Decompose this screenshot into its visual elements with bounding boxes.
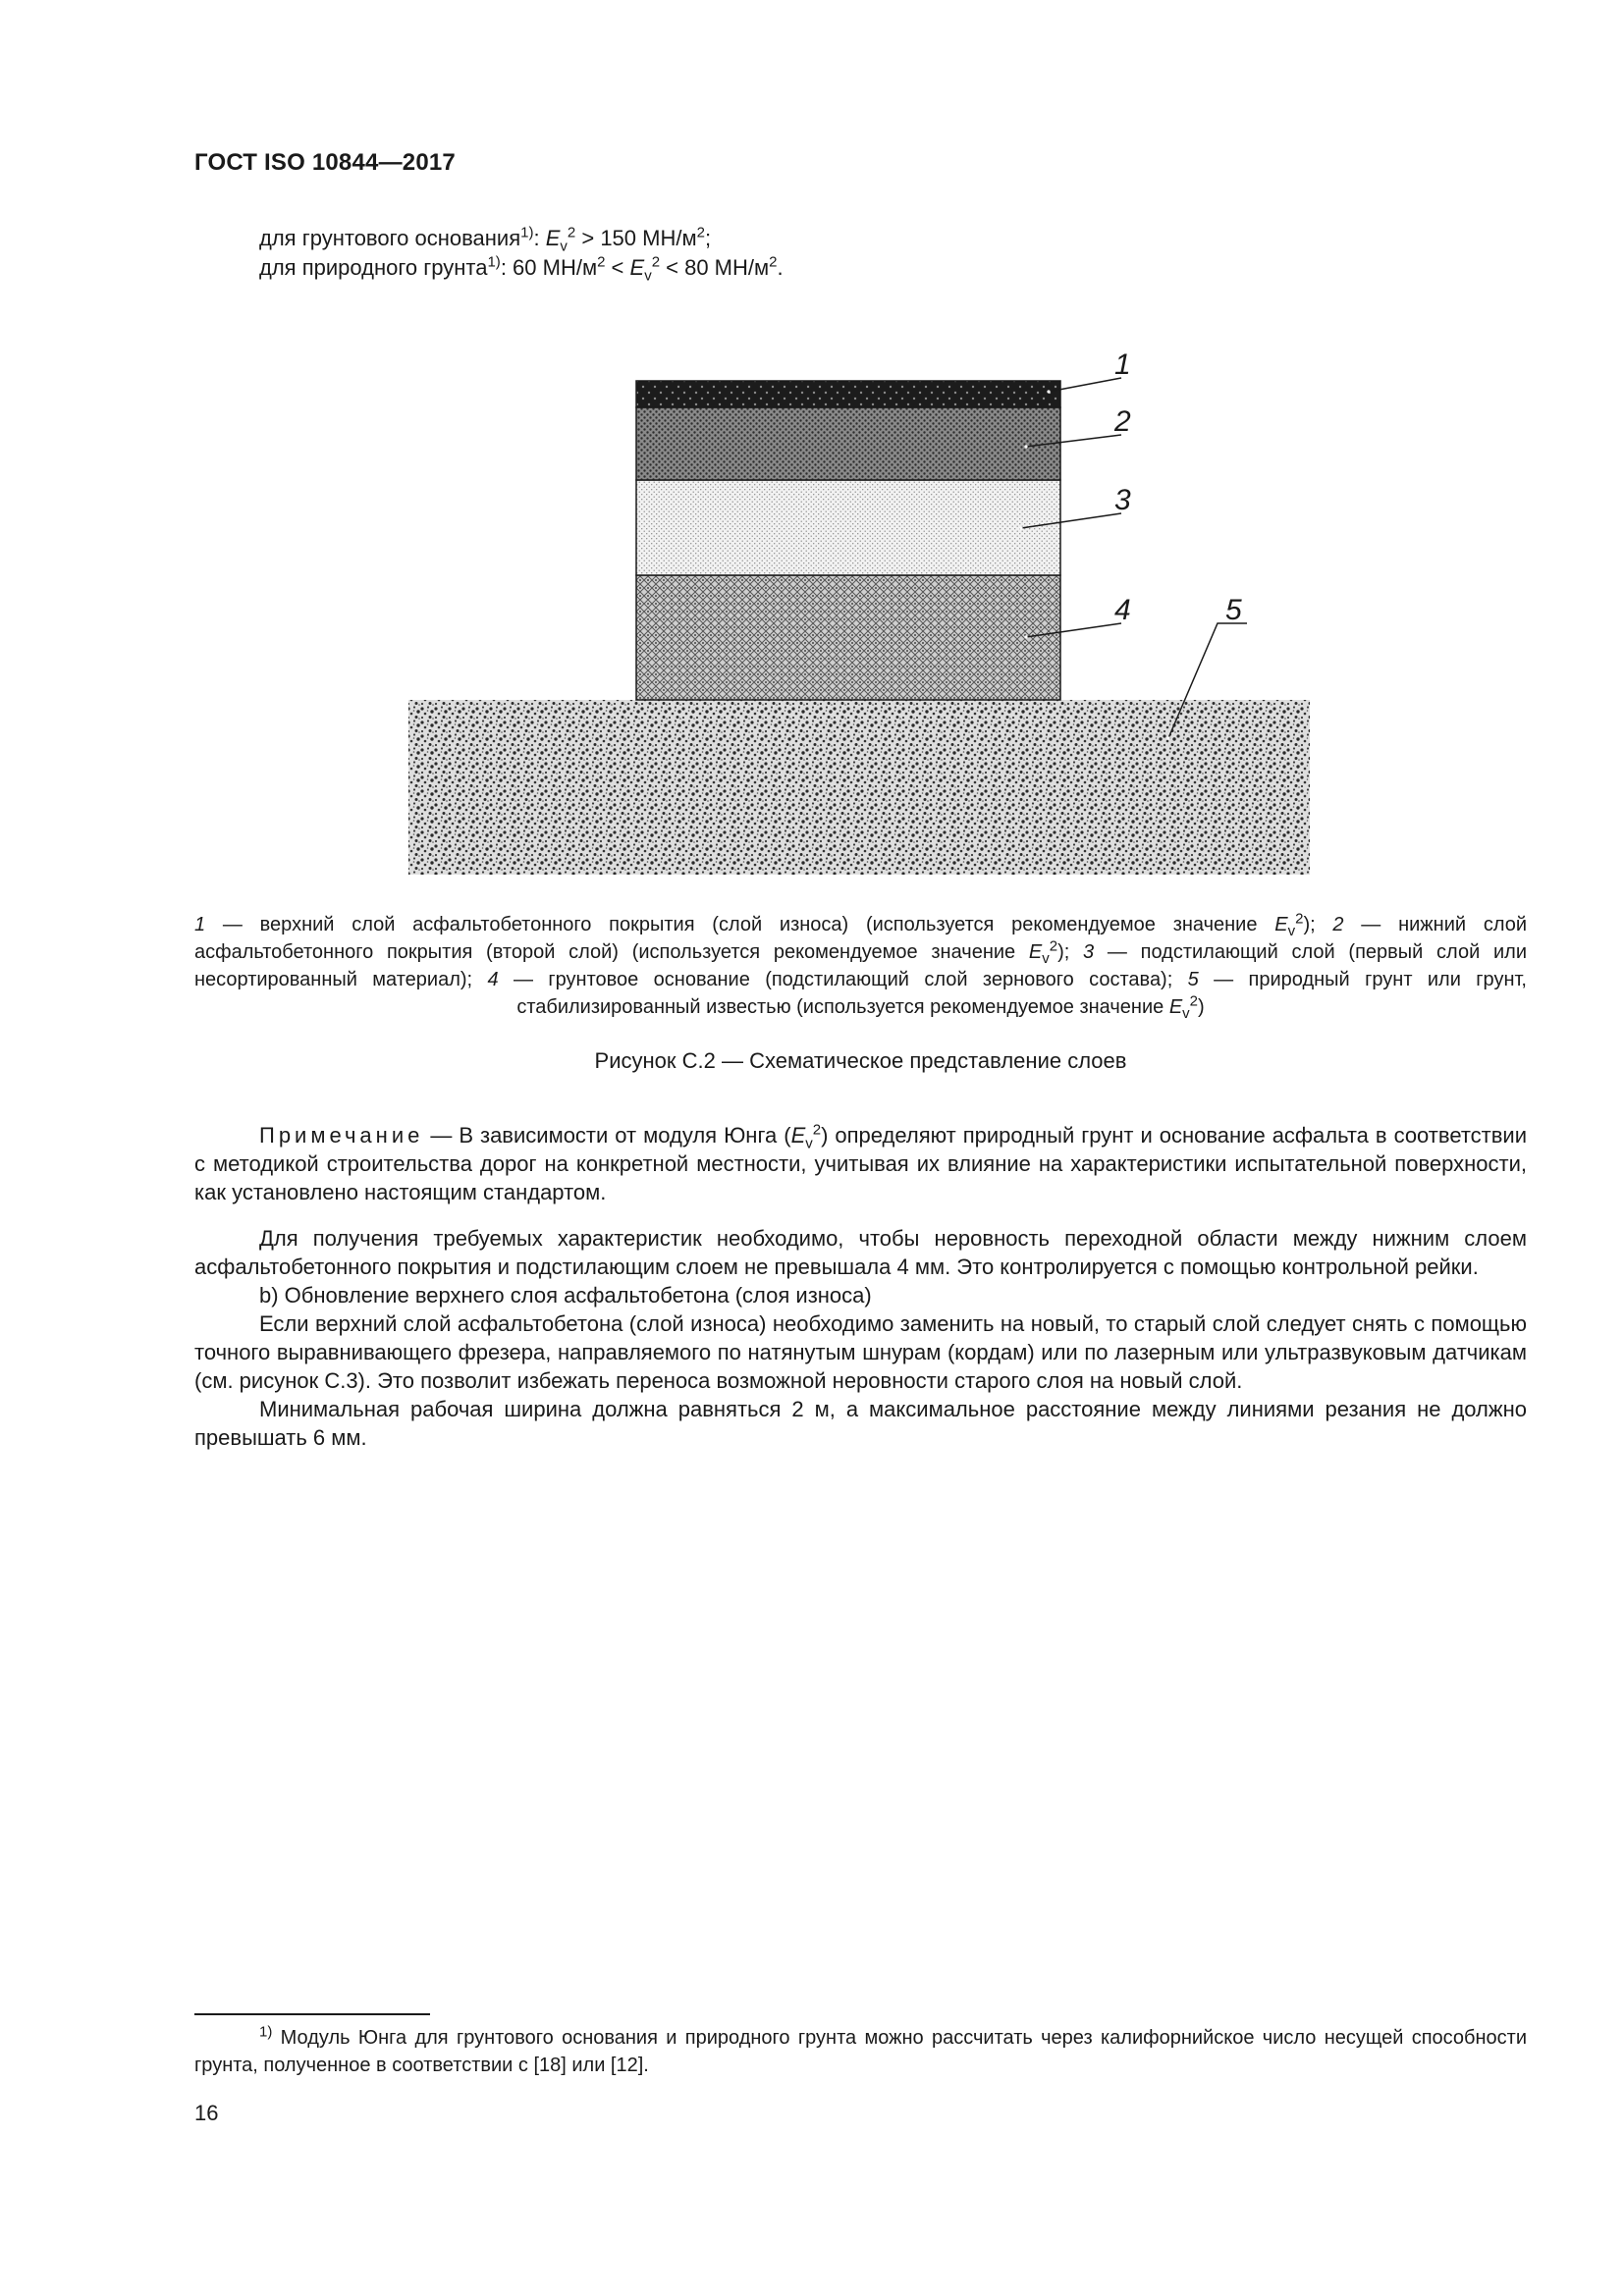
- symbol-e: E: [790, 1123, 806, 1148]
- symbol-superscript: 2: [812, 1121, 822, 1139]
- footnote-text: Модуль Юнга для грунтового основания и природного грунта можно рассчитать через калифорнийское число несущей способности грунта, полученное в соответствии с [18] или [12].: [194, 2027, 1527, 2076]
- symbol-superscript: 2: [1049, 937, 1058, 955]
- body-text: [194, 1121, 1527, 1452]
- layer-top-asphalt: [636, 381, 1060, 407]
- legend-text: ): [1198, 996, 1205, 1018]
- intro-text: ;: [704, 226, 712, 250]
- page-number: 16: [194, 2101, 219, 2125]
- layers-figure: [393, 348, 1335, 879]
- symbol-superscript: 2: [1295, 910, 1304, 928]
- document-header: ГОСТ ISO 10844—2017: [194, 149, 456, 176]
- intro-text: :: [533, 226, 546, 250]
- legend-text: — нижний слой асфальтобетонного покрытия (второй слой) (используется рекомендуемое значение: [194, 914, 1528, 963]
- symbol-e: E: [1028, 941, 1043, 963]
- layer-natural-ground: [408, 700, 1310, 875]
- footnote-reference[interactable]: 1): [520, 224, 534, 241]
- symbol-e: E: [545, 226, 561, 250]
- label-5: 5: [1225, 594, 1242, 626]
- note-text: — В зависимости от модуля Юнга (: [423, 1123, 791, 1148]
- intro-line-subgrade: [259, 224, 784, 253]
- label-4: 4: [1114, 594, 1131, 626]
- symbol-subscript: v: [1042, 950, 1050, 967]
- legend-number: 5: [1187, 969, 1199, 990]
- footnote-reference[interactable]: 1): [487, 253, 501, 271]
- intro-text: для природного грунта: [259, 255, 488, 280]
- unit-superscript: 2: [696, 224, 705, 241]
- symbol-superscript: 2: [567, 224, 576, 241]
- label-1: 1: [1114, 348, 1131, 381]
- legend-text: — природный грунт или грунт, стабилизированный известью (используется рекомендуемое значение: [516, 969, 1527, 1018]
- legend-number: 3: [1083, 941, 1095, 963]
- symbol-e: E: [1168, 996, 1183, 1018]
- note-label: Примечание: [259, 1123, 424, 1148]
- layer-subgrade: [636, 575, 1060, 700]
- label-2: 2: [1114, 405, 1131, 438]
- list-item-b: b) Обновление верхнего слоя асфальтобетона (слоя износа): [259, 1283, 872, 1308]
- layer-lower-asphalt: [636, 407, 1060, 480]
- symbol-superscript: 2: [651, 253, 661, 271]
- legend-text: — подстилающий слой (первый слой или несортированный материал);: [194, 941, 1527, 990]
- legend-text: );: [1303, 914, 1333, 935]
- footnote-separator: [194, 2013, 430, 2015]
- footnote-mark: 1): [259, 2023, 273, 2041]
- figure-legend: [194, 911, 1527, 1021]
- paragraph: Для получения требуемых характеристик необходимо, чтобы неровность переходной области между нижним слоем асфальтобетонного покрытия и подстилающим слоем не превышала 4 мм. Это контролируется с помощью контрольной рейки.: [194, 1226, 1527, 1279]
- figure-caption: Рисунок С.2 — Схематическое представление слоев: [594, 1048, 1127, 1073]
- footnote: [194, 2024, 1527, 2079]
- symbol-subscript: v: [805, 1135, 813, 1152]
- label-3: 3: [1114, 484, 1131, 516]
- legend-number: 1: [194, 914, 206, 935]
- legend-number: 2: [1332, 914, 1344, 935]
- intro-value: : 60 МН/м: [500, 255, 598, 280]
- symbol-e: E: [629, 255, 645, 280]
- unit-superscript: 2: [597, 253, 606, 271]
- symbol-subscript: v: [644, 267, 652, 285]
- legend-number: 4: [487, 969, 499, 990]
- intro-text: <: [605, 255, 630, 280]
- symbol-subscript: v: [1182, 1005, 1190, 1022]
- paragraph: Минимальная рабочая ширина должна равняться 2 м, а максимальное расстояние между линиями резания не должно превышать 6 мм.: [194, 1397, 1527, 1450]
- note-paragraph: [194, 1121, 1527, 1206]
- unit-superscript: 2: [769, 253, 778, 271]
- symbol-superscript: 2: [1189, 992, 1198, 1010]
- symbol-subscript: v: [560, 238, 568, 255]
- intro-text: .: [777, 255, 784, 280]
- intro-line-natural-ground: [259, 253, 784, 283]
- paragraph: Если верхний слой асфальтобетона (слой износа) необходимо заменить на новый, то старый слой следует снять с помощью точного выравнивающего фрезера, направляемого по натянутым шнурам (кордам) или по лазерным или ультразвуковым датчикам (см. рисунок С.3). Это позволит избежать переноса возможной неровности старого слоя на новый слой.: [194, 1311, 1527, 1393]
- intro-value: > 150 МН/м: [575, 226, 697, 250]
- note-text: ) определяют природный грунт и основание асфальта в соответствии с методикой строительства дорог на конкретной местности, учитывая их влияние на характеристики испытательной поверхности, как установлено настоящим стандартом.: [194, 1123, 1528, 1204]
- legend-text: );: [1057, 941, 1084, 963]
- intro-text: для грунтового основания: [259, 226, 521, 250]
- legend-text: — грунтовое основание (подстилающий слой зернового состава);: [498, 969, 1188, 990]
- legend-text: — верхний слой асфальтобетонного покрытия (слой износа) (используется рекомендуемое значение: [205, 914, 1275, 935]
- intro-requirements: [259, 224, 784, 283]
- symbol-subscript: v: [1287, 923, 1296, 939]
- symbol-e: E: [1274, 914, 1288, 935]
- layer-sublayer: [636, 480, 1060, 575]
- intro-value: < 80 МН/м: [660, 255, 770, 280]
